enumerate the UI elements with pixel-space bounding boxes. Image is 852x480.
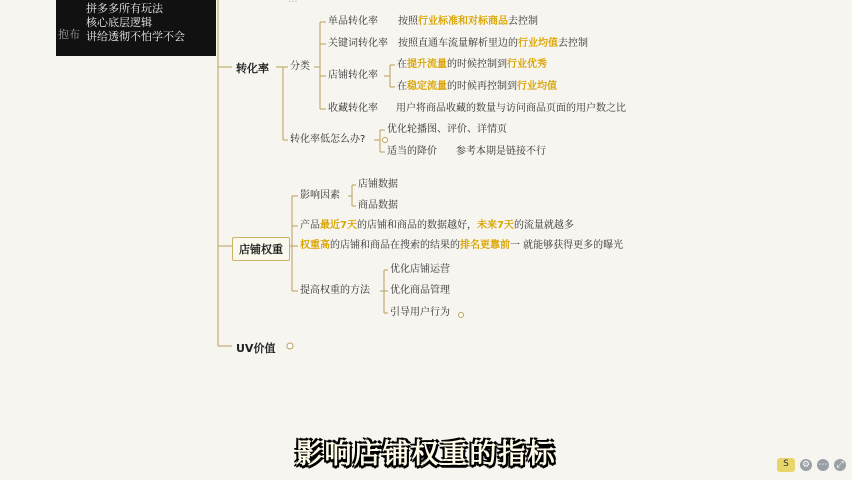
node-low-conversion-question[interactable]: 转化率低怎么办? bbox=[290, 134, 366, 145]
improve-product-mgmt[interactable]: 优化商品管理 bbox=[390, 285, 450, 296]
player-controls bbox=[777, 458, 846, 472]
cut-off-top-text bbox=[288, 0, 298, 6]
settings-icon[interactable]: ⚙ bbox=[801, 460, 811, 470]
node-store-weight[interactable]: 店铺权重 bbox=[232, 237, 290, 261]
node-keyword-rate[interactable]: 关键词转化率 bbox=[328, 38, 388, 49]
node-influence-factors[interactable]: 影响因素 bbox=[300, 190, 340, 201]
node-single-item-rate[interactable]: 单品转化率 bbox=[328, 16, 378, 27]
more-icon[interactable]: ⋯ bbox=[818, 460, 828, 470]
store-desc-line-2: 在稳定流量的时候再控制到行业均值 bbox=[397, 81, 557, 92]
video-subtitle: 影响店铺权重的指标 bbox=[295, 439, 557, 470]
node-favorite-rate[interactable]: 收藏转化率 bbox=[328, 103, 378, 114]
favorite-desc: 用户将商品收藏的数量与访问商品页面的用户数之比 bbox=[396, 103, 626, 114]
node-improve-weight[interactable]: 提高权重的方法 bbox=[300, 285, 370, 296]
factor-store-data[interactable]: 店铺数据 bbox=[358, 179, 398, 190]
watermark-text: 抱布 bbox=[58, 28, 80, 41]
store-desc-line-1: 在提升流量的时候控制到行业优秀 bbox=[397, 59, 547, 70]
single-item-desc: 按照行业标准和对标商品去控制 bbox=[398, 16, 538, 27]
overlay-line-3: 讲给透彻不怕学不会 bbox=[86, 30, 185, 43]
low-item-note: 参考本期是链接不行 bbox=[456, 146, 546, 157]
keyword-desc: 按照直通车流量解析里边的行业均值去控制 bbox=[398, 38, 588, 49]
overlay-line-2: 核心底层逻辑 bbox=[86, 16, 152, 29]
factor-product-data[interactable]: 商品数据 bbox=[358, 200, 398, 211]
node-high-weight[interactable]: 权重高的店铺和商品在搜索的结果的排名更靠前一 就能够获得更多的曝光 bbox=[300, 240, 624, 251]
node-product-recent-data[interactable]: 产品最近7天的店铺和商品的数据越好，未来7天的流量就越多 bbox=[300, 220, 574, 231]
node-store-rate[interactable]: 店铺转化率 bbox=[328, 70, 378, 81]
node-conversion-rate[interactable]: 转化率 bbox=[236, 62, 269, 75]
logo-icon[interactable]: S bbox=[777, 458, 795, 472]
fullscreen-icon[interactable]: ⤢ bbox=[834, 459, 846, 471]
overlay-line-1: 拼多多所有玩法 bbox=[86, 2, 163, 15]
video-title-overlay bbox=[56, 0, 216, 56]
low-item-optimize[interactable]: 优化轮播图、评价、详情页 bbox=[387, 124, 507, 135]
node-category[interactable]: 分类 bbox=[290, 61, 310, 72]
node-uv-value[interactable]: UV价值 bbox=[236, 342, 276, 355]
improve-store-ops[interactable]: 优化店铺运营 bbox=[390, 264, 450, 275]
improve-user-behavior[interactable]: 引导用户行为 bbox=[390, 307, 450, 318]
low-item-price-cut[interactable]: 适当的降价 bbox=[387, 146, 437, 157]
